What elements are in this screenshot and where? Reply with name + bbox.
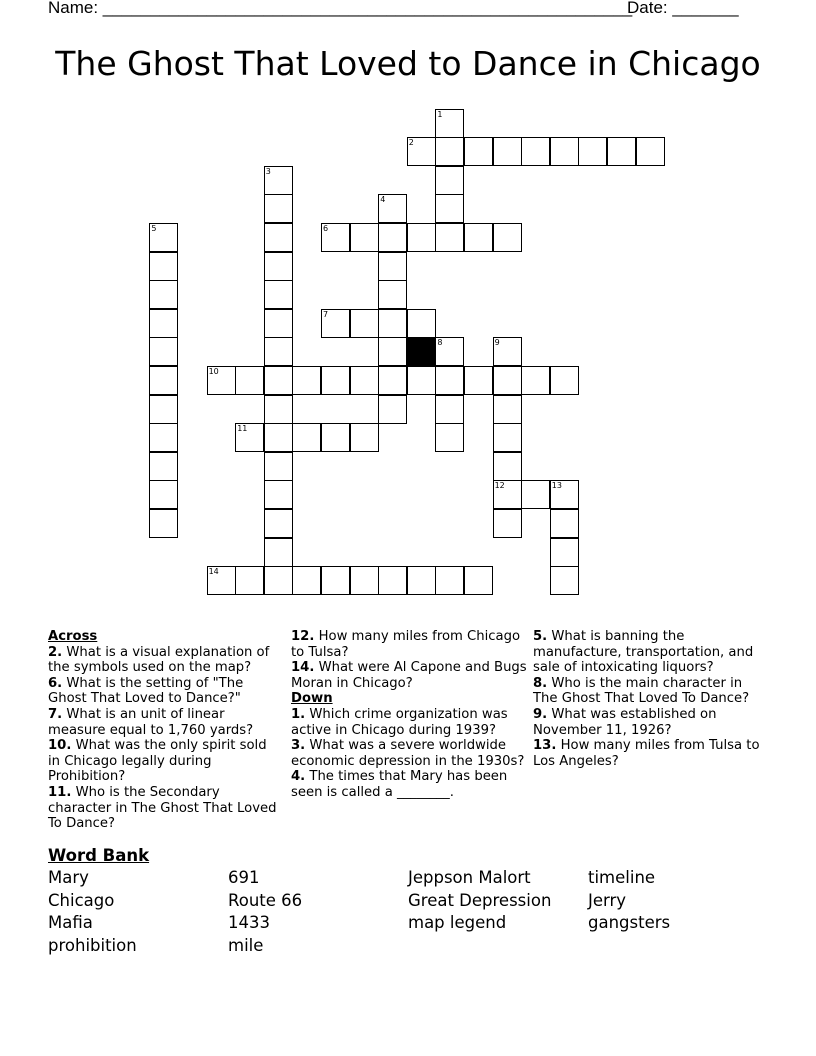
crossword-cell[interactable] [264,480,293,509]
crossword-cell[interactable] [378,337,407,366]
crossword-cell[interactable] [493,509,522,538]
crossword-cell-numbered[interactable] [493,480,522,509]
crossword-cell[interactable] [493,423,522,452]
crossword-cell[interactable] [264,194,293,223]
clue-number: 14 [208,567,219,577]
crossword-cell[interactable] [321,566,350,595]
clue-down-9: 9. What was established on November 11, 1926? [533,706,717,738]
clue-number: 2 [408,138,414,148]
word-bank-item: Chicago [48,891,115,910]
clue-down-3: 3. What was a severe worldwide economic depression in the 1930s? [291,738,525,769]
crossword-cell[interactable] [149,480,178,509]
word-bank-item: map legend [408,913,507,932]
crossword-cell-numbered[interactable] [550,480,579,509]
clue-down-1: 1. Which crime organization was active in Chicago during 1939? [291,706,508,738]
crossword-cell[interactable] [292,566,321,595]
crossword-cell[interactable] [321,423,350,452]
crossword-cell[interactable] [464,366,493,395]
page-title: The Ghost That Loved to Dance in Chicago [55,44,761,83]
clue-across-6: 6. What is the setting of "The Ghost That Loved to Dance?" [48,675,244,707]
crossword-cell[interactable] [378,252,407,281]
crossword-cell[interactable] [292,366,321,395]
word-bank-item: Mary [48,868,89,887]
crossword-cell-numbered[interactable] [207,366,236,395]
crossword-cell[interactable] [464,566,493,595]
crossword-cell[interactable] [521,137,550,166]
crossword-cell[interactable] [264,309,293,338]
crossword-cell[interactable] [378,366,407,395]
clue-number: 9 [494,338,500,348]
crossword-cell-numbered[interactable] [493,337,522,366]
crossword-cell[interactable] [407,223,436,252]
date-field-label[interactable]: Date: _______ [627,0,739,17]
clue-across-2: 2. What is a visual explanation of the symbols used on the map? [48,644,270,676]
clue-number: 13 [551,481,562,491]
crossword-cell[interactable] [378,395,407,424]
crossword-cell[interactable] [407,366,436,395]
word-bank-item: gangsters [588,913,671,932]
crossword-cell-numbered[interactable] [321,309,350,338]
crossword-cell[interactable] [350,566,379,595]
word-bank-item: Mafia [48,913,93,932]
crossword-cell[interactable] [264,223,293,252]
word-bank-item: Jerry [588,891,627,910]
clue-down-4: 4. The times that Mary has been seen is called a ________. [291,769,508,800]
crossword-cell[interactable] [521,480,550,509]
crossword-cell[interactable] [550,566,579,595]
clue-across-12: 12. How many miles from Chicago to Tulsa? [291,629,521,660]
crossword-cell[interactable] [550,366,579,395]
crossword-cell[interactable] [378,223,407,252]
clues-column-3 [533,629,769,769]
crossword-cell[interactable] [264,452,293,481]
name-field-label[interactable]: Name: ________________________________________________________ [48,0,633,17]
crossword-cell[interactable] [149,337,178,366]
crossword-cell[interactable] [149,252,178,281]
crossword-cell[interactable] [435,166,464,195]
clue-number: 5 [151,224,157,233]
crossword-cell[interactable] [350,423,379,452]
crossword-cell-numbered[interactable] [264,166,293,195]
clue-down-5: 5. What is banning the manufacture, transportation, and sale of intoxicating liquors? [533,629,754,676]
crossword-cell[interactable] [493,366,522,395]
clue-down-13: 13. How many miles from Tulsa to Los Angeles? [533,738,760,769]
crossword-cell[interactable] [435,566,464,595]
crossword-cell-numbered[interactable] [149,223,178,252]
word-bank-item: 691 [228,868,260,887]
crossword-cell[interactable] [435,366,464,395]
crossword-cell[interactable] [493,395,522,424]
crossword-cell[interactable] [435,395,464,424]
crossword-cell[interactable] [607,137,636,166]
clue-number: 6 [323,224,329,233]
crossword-cell-numbered[interactable] [435,337,464,366]
crossword-cell-numbered[interactable] [235,423,264,452]
crossword-cell-numbered[interactable] [435,109,464,138]
clue-down-8: 8. Who is the main character in The Ghost That Loved To Dance? [533,675,750,707]
crossword-cell-numbered[interactable] [321,223,350,252]
crossword-cell[interactable] [550,538,579,567]
across-heading: Across [48,629,98,644]
crossword-cell[interactable] [264,337,293,366]
word-bank-item: 1433 [228,913,270,932]
crossword-cell[interactable] [407,309,436,338]
crossword-cell[interactable] [493,452,522,481]
clue-across-14: 14. What were Al Capone and Bugs Moran in Chicago? [291,660,527,691]
crossword-cell[interactable] [350,223,379,252]
crossword-cell[interactable] [264,252,293,281]
crossword-cell[interactable] [550,509,579,538]
word-bank-item: Great Depression [408,891,552,910]
crossword-cell[interactable] [378,566,407,595]
crossword-cell[interactable] [493,223,522,252]
crossword-cell-numbered[interactable] [207,566,236,595]
crossword-cell[interactable] [435,423,464,452]
clue-number: 11 [237,424,248,434]
crossword-cell[interactable] [435,223,464,252]
crossword-cell[interactable] [435,137,464,166]
crossword-cell[interactable] [149,423,178,452]
crossword-cell[interactable] [435,194,464,223]
down-heading: Down [291,691,333,707]
clue-number: 10 [208,367,219,376]
crossword-cell[interactable] [292,423,321,452]
clue-number: 1 [437,109,443,119]
crossword-cell[interactable] [264,423,293,452]
word-bank-item: timeline [588,868,656,887]
clue-number: 3 [265,166,271,176]
crossword-cell[interactable] [235,366,264,395]
crossword-cell[interactable] [550,137,579,166]
crossword-cell[interactable] [264,366,293,395]
crossword-cell[interactable] [378,309,407,338]
crossword-cell[interactable] [350,309,379,338]
crossword-cell[interactable] [464,223,493,252]
clue-across-11: 11. Who is the Secondary character in The Ghost That Loved To Dance? [48,784,277,832]
clues-column-2 [291,629,529,801]
word-bank-item: Route 66 [228,891,303,910]
crossword-cell[interactable] [578,137,607,166]
word-bank-item: prohibition [48,936,137,955]
crossword-cell[interactable] [407,566,436,595]
crossword-cell[interactable] [149,309,178,338]
crossword-cell[interactable] [636,137,665,166]
crossword-cell[interactable] [149,280,178,309]
word-bank-item: Jeppson Malort [408,868,531,887]
crossword-cell-numbered[interactable] [407,137,436,166]
word-bank-item: mile [228,936,264,955]
crossword-cell[interactable] [264,566,293,595]
crossword-cell[interactable] [350,366,379,395]
crossword-cell[interactable] [149,452,178,481]
crossword-cell[interactable] [149,509,178,538]
crossword-cell[interactable] [149,366,178,395]
clue-number: 7 [323,309,329,319]
crossword-cell-numbered[interactable] [378,194,407,223]
crossword-cell[interactable] [378,280,407,309]
crossword-cell[interactable] [149,395,178,424]
crossword-cell[interactable] [264,538,293,567]
clue-across-7: 7. What is an unit of linear measure equal to 1,760 yards? [48,706,254,738]
crossword-cell[interactable] [493,137,522,166]
crossword-cell[interactable] [264,280,293,309]
clue-number: 12 [494,481,505,491]
crossword-cell[interactable] [264,509,293,538]
word-bank-title: Word Bank [48,846,150,865]
crossword-cell[interactable] [264,395,293,424]
clues-column-1 [48,629,280,832]
clue-number: 4 [380,195,386,205]
crossword-cell[interactable] [321,366,350,395]
clue-across-10: 10. What was the only spirit sold in Chicago legally during Prohibition? [48,738,267,785]
crossword-black-cell [407,337,436,366]
crossword-cell[interactable] [521,366,550,395]
crossword-cell[interactable] [235,566,264,595]
clue-number: 8 [437,338,443,348]
crossword-cell[interactable] [464,137,493,166]
